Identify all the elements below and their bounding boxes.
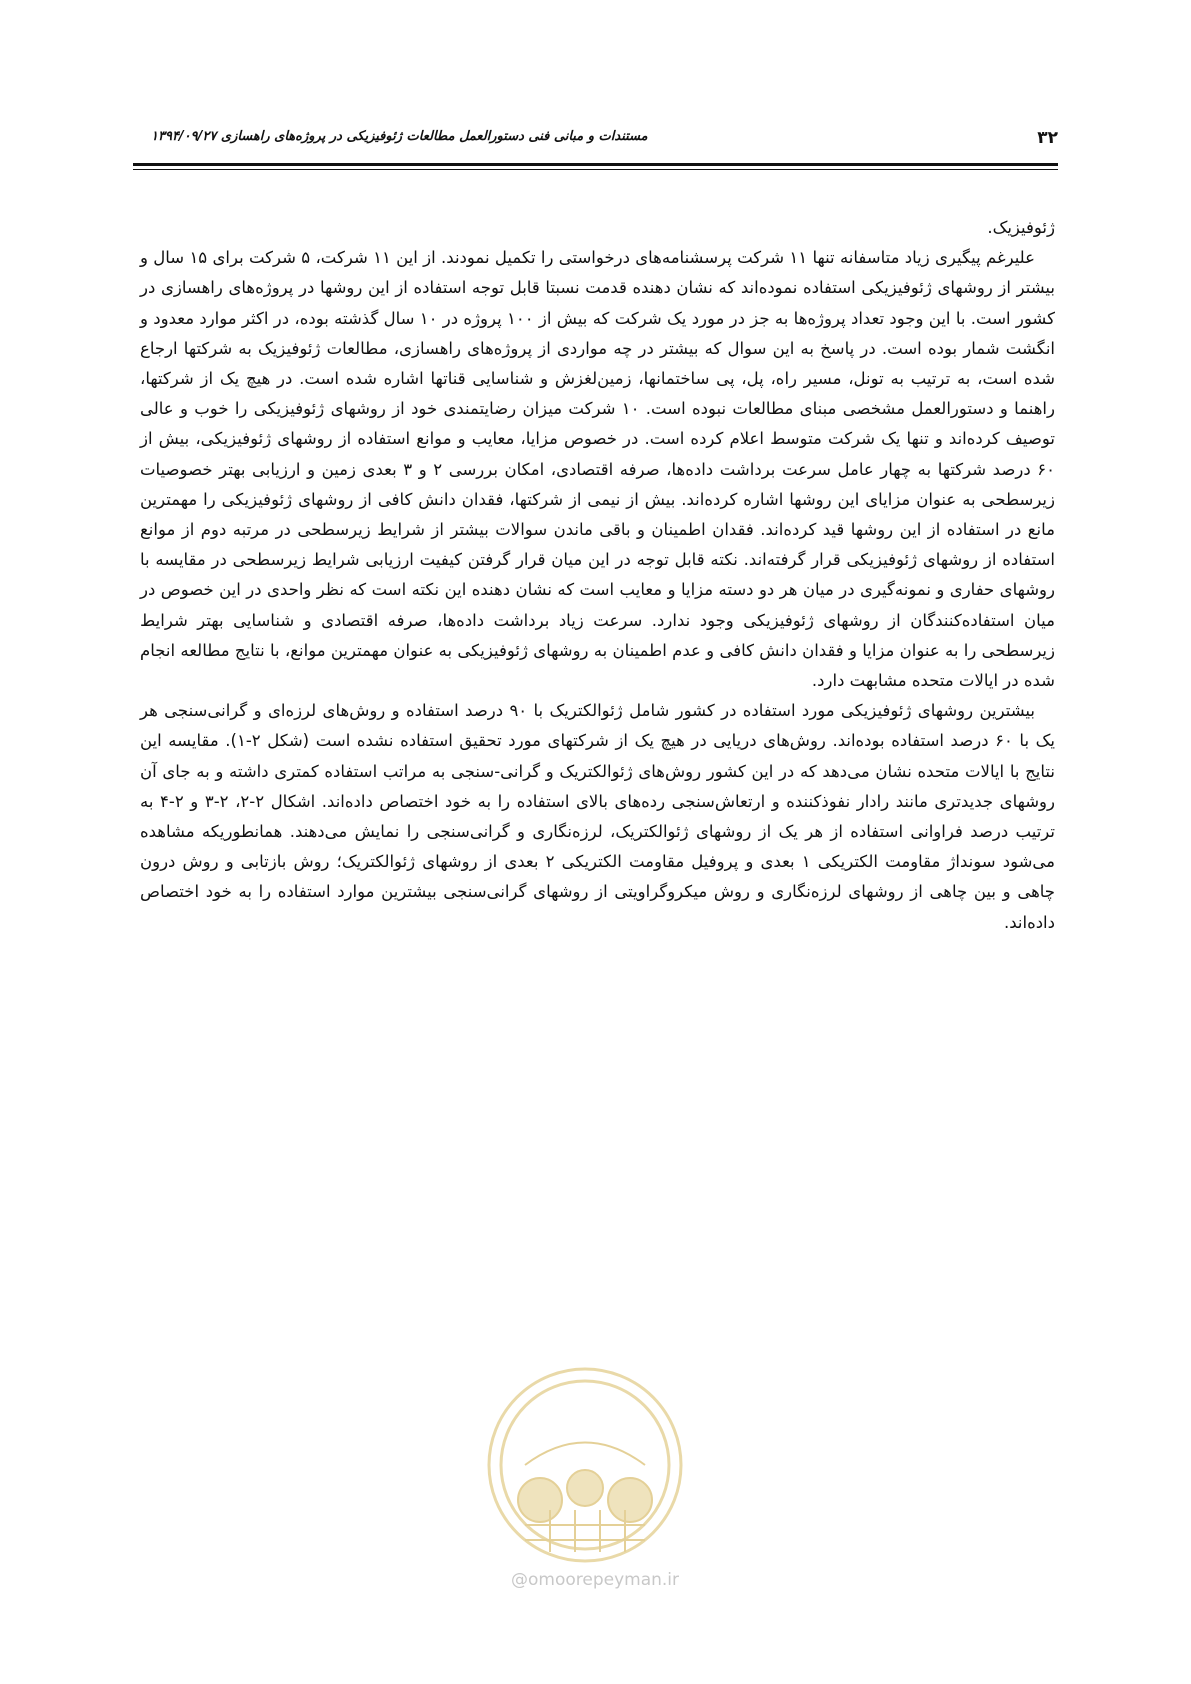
watermark-url: @omoorepeyman.ir: [510, 1570, 680, 1590]
watermark-seal-icon: [480, 1360, 690, 1570]
running-title: [133, 129, 648, 144]
running-title-date: ۱۳۹۴/۰۹/۲۷: [151, 129, 217, 144]
at-icon: @: [510, 1570, 528, 1590]
paragraph-methods-usage: بیشترین روشهای ژئوفیزیکی مورد استفاده در کشور شامل ژئوالکتریک با ۹۰ درصد استفاده و روش‌های لرزه‌ای و گرانی‌سنجی هر یک با ۶۰ درصد استفاده بوده‌اند. روش‌های دریایی در هیچ یک از شرکتهای مورد تحقیق استفاده نشده است (شکل ۲-۱). مقایسه این نتایج با ایالات متحده نشان می‌دهد که در این کشور روش‌های ژئوالکتریک و گرانی-سنجی به مراتب استفاده کمتری داشته و به جای آن روشهای جدیدتری مانند رادار نفوذکننده و ارتعاش‌سنجی رده‌های بالای استفاده را به خود اختصاص داده‌اند. اشکال ۲-۲، ۲-۳ و ۲-۴ به ترتیب درصد فراوانی استفاده از هر یک از روشهای ژئوالکتریک، لرزه‌نگاری و گرانی‌سنجی را نمایش می‌دهند. همانطوریکه مشاهده می‌شود سونداژ مقاومت الکتریکی ۱ بعدی و پروفیل مقاومت الکتریکی ۲ بعدی از روشهای ژئوالکتریک؛ روش بازتابی و روش درون چاهی و بین چاهی از روشهای لرزه‌نگاری و روش میکروگراویتی از روشهای گرانی‌سنجی بیشترین موارد استفاده را به خود اختصاص داده‌اند.: [140, 701, 1056, 932]
paragraph-survey-results: علیرغم پیگیری زیاد متاسفانه تنها ۱۱ شرکت پرسشنامه‌های درخواستی را تکمیل نمودند. از این ۱۱ شرکت، ۵ شرکت برای ۱۵ سال و بیشتر از روشهای ژئوفیزیکی استفاده نموده‌اند که نشان دهنده قدمت نسبتا قابل توجه استفاده از این روشها در پروژه‌های راهسازی در کشور است. با این وجود تعداد پروژه‌ها به جز در مورد یک شرکت که بیش از ۱۰۰ پروژه در ۱۰ سال گذشته بوده، در اکثر موارد معدود و انگشت شمار بوده است. در پاسخ به این سوال که بیشتر در چه مواردی از پروژه‌های راهسازی، مطالعات ژئوفیزیک به شرکتها ارجاع شده است، به ترتیب به تونل، مسیر راه، پل، پی ساختمانها، زمین‌لغزش و شناسایی قناتها اشاره شده است. در هیچ یک از شرکتها، راهنما و دستورالعمل مشخصی مبنای مطالعات نبوده است. ۱۰ شرکت میزان رضایتمندی خود از روشهای ژئوفیزیکی را خوب و عالی توصیف کرده‌اند و تنها یک شرکت متوسط اعلام کرده است. در خصوص مزایا، معایب و موانع استفاده از روشهای ژئوفیزیکی، بیش از ۶۰ درصد شرکتها به چهار عامل سرعت برداشت داده‌ها، صرفه اقتصادی، امکان بررسی ۲ و ۳ بعدی زمین و ارزیابی بهتر خصوصیات زیرسطحی به عنوان مزایای این روشها اشاره کرده‌اند. بیش از نیمی از شرکتها، فقدان دانش کافی از روشهای ژئوفیزیکی را مهمترین مانع در استفاده از این روشها قید کرده‌اند. فقدان اطمینان و باقی ماندن سوالات بیشتر از شرایط زیرسطحی در مرتبه دوم از موانع استفاده از روشهای ژئوفیزیکی قرار گرفته‌اند. نکته قابل توجه در این میان قرار گرفتن کیفیت ارزیابی شرایط زیرسطحی در مقایسه با روشهای حفاری و نمونه‌گیری در میان هر دو دسته مزایا و معایب است که نشان دهنده این نکته است که نظر واحدی در این خصوص در میان استفاده‌کنندگان از روشهای ژئوفیزیکی وجود ندارد. سرعت زیاد برداشت داده‌ها، صرفه اقتصادی و شناسایی بهتر شرایط زیرسطحی را به عنوان مزایا و فقدان دانش کافی و عدم اطمینان به روشهای ژئوفیزیکی به عنوان مهمترین موانع، با نتایج مطالعه انجام شده در ایالات متحده مشابهت دارد.: [140, 248, 1055, 691]
running-title-text: مستندات و مبانی فنی دستورالعمل مطالعات ژئوفیزیکی در پروژه‌های راهسازی: [220, 129, 648, 144]
watermark-logo: [480, 1360, 690, 1570]
page-header: [133, 120, 1058, 154]
header-rule-thick: [133, 163, 1058, 166]
paragraph-continuation: ژئوفیزیک.: [987, 218, 1055, 237]
page-number: ۳۲: [1037, 128, 1058, 148]
body-text: [140, 213, 1055, 938]
header-rule-thin: [133, 169, 1058, 170]
